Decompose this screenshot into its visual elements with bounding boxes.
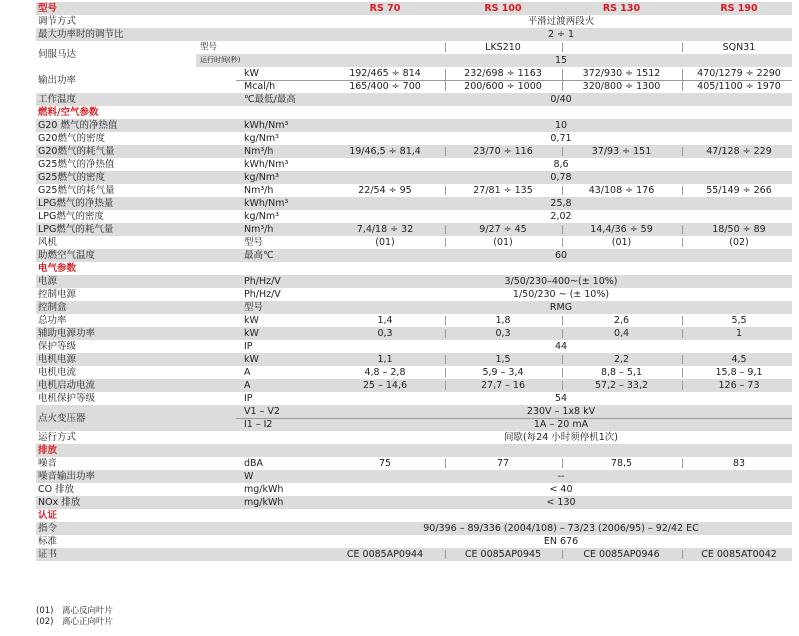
row-unit: kW [244, 328, 259, 339]
table-row [36, 340, 792, 353]
row-label: 电机启动电流 [38, 380, 96, 391]
row-value: 2,2 [613, 354, 630, 365]
row-value: 47/128 ÷ 229 [706, 146, 772, 157]
row-unit: W [244, 471, 254, 482]
row-value: 7,4/18 ÷ 32 [356, 224, 414, 235]
row-label: 最大功率时的调节比 [38, 29, 124, 40]
footnote-text: 离心正向叶片 [62, 617, 114, 627]
row-unit: Ph/Hz/V [244, 276, 281, 287]
row-value: 37/93 ÷ 151 [591, 146, 652, 157]
row-unit: IP [244, 341, 253, 352]
row-label: 助燃空气温度 [38, 250, 96, 261]
row-label: LPG燃气的净热量 [38, 198, 114, 209]
row-value: 18/50 ÷ 89 [712, 224, 766, 235]
row-value: 165/400 ÷ 700 [349, 81, 421, 92]
table-row [36, 236, 792, 249]
row-label: G20燃气的密度 [38, 133, 105, 144]
table-row [36, 288, 792, 301]
row-value: 27/81 ÷ 135 [473, 185, 533, 196]
row-value: 0,78 [550, 172, 572, 183]
row-value: 200/600 ÷ 1000 [464, 81, 542, 92]
table-row [36, 431, 792, 444]
row-value: 230V – 1x8 kV [526, 406, 596, 417]
row-value: 55/149 ÷ 266 [706, 185, 772, 196]
table-row [36, 483, 792, 496]
row-value: 232/698 ÷ 1163 [464, 68, 542, 79]
row-value: 23/70 ÷ 116 [473, 146, 533, 157]
row-unit: mg/kWh [244, 497, 284, 508]
row-unit: kg/Nm³ [244, 211, 279, 222]
row-label: 调节方式 [38, 16, 77, 27]
row-value: 83 [732, 458, 746, 469]
table-row [36, 15, 792, 28]
row-unit: kWh/Nm³ [244, 198, 289, 209]
table-row [36, 158, 792, 171]
row-value: LKS210 [485, 42, 521, 53]
row-value: 1,8 [495, 315, 511, 326]
row-value: 间歇(每24 小时须停机1次) [503, 432, 619, 443]
section-electrical [36, 262, 792, 275]
row-unit: A [244, 380, 251, 391]
row-value: 5,9 – 3,4 [482, 367, 524, 378]
row-unit: Nm³/h [244, 146, 274, 157]
row-value: 0,4 [613, 328, 630, 339]
table-row [36, 327, 792, 340]
row-unit: kg/Nm³ [244, 133, 279, 144]
table-row [36, 379, 792, 392]
row-unit: V1 – V2 [244, 406, 280, 417]
row-label: 运行方式 [38, 432, 77, 443]
row-unit: Mcal/h [244, 81, 276, 92]
row-value: 15 [554, 55, 568, 66]
row-value: 8,8 – 5,1 [600, 367, 642, 378]
row-value: (01) [375, 237, 395, 248]
row-label: 辅助电源功率 [38, 328, 96, 339]
row-label: 风机 [38, 237, 58, 248]
section-emission [36, 444, 792, 457]
table-row [36, 249, 792, 262]
table-row [36, 535, 792, 548]
row-label: 输出功率 [38, 75, 77, 86]
row-label: 电机电源 [38, 354, 77, 365]
table-row [36, 145, 792, 158]
table-row [36, 470, 792, 483]
footnote-text: 离心反向叶片 [62, 606, 114, 616]
row-label: 控制盒 [38, 302, 67, 313]
table-row [36, 366, 792, 379]
table-row-ignition [36, 405, 792, 431]
row-value: 1,1 [377, 354, 393, 365]
model-rs130: RS 130 [602, 3, 641, 14]
footnote-code: (02) [36, 617, 54, 627]
table-row [36, 197, 792, 210]
row-label: 证书 [38, 549, 58, 560]
row-value: 15,8 – 9,1 [715, 367, 763, 378]
row-value: 372/930 ÷ 1512 [582, 68, 661, 79]
row-value: 405/1100 ÷ 1970 [697, 81, 781, 92]
row-unit: kWh/Nm³ [244, 120, 289, 131]
table-row [36, 548, 792, 561]
row-value: 320/800 ÷ 1300 [582, 81, 661, 92]
table-row [36, 275, 792, 288]
row-value: RMG [549, 302, 573, 313]
row-value: 54 [554, 393, 568, 404]
row-value: 2,02 [550, 211, 572, 222]
row-label: 指令 [38, 523, 58, 534]
table-row [36, 314, 792, 327]
cell-separator [682, 43, 683, 52]
row-value: 78,5 [610, 458, 633, 469]
table-row [36, 210, 792, 223]
row-label: CO 排放 [38, 484, 75, 495]
row-value: 75 [378, 458, 392, 469]
footnote [36, 606, 113, 617]
row-unit: mg/kWh [244, 484, 284, 495]
row-value: 0,3 [495, 328, 511, 339]
row-value: 平滑过渡两段火 [527, 16, 595, 27]
row-unit: kW [244, 68, 259, 79]
row-value: 1,5 [495, 354, 511, 365]
row-value: 57,2 – 33,2 [594, 380, 649, 391]
row-label: LPG燃气的密度 [38, 211, 104, 222]
row-label: 噪音 [38, 458, 58, 469]
row-value: (01) [611, 237, 632, 248]
row-value: 1 [735, 328, 743, 339]
row-value: 2,6 [613, 315, 630, 326]
row-label: 控制电源 [38, 289, 77, 300]
row-value: 25,8 [550, 198, 572, 209]
row-value: (01) [493, 237, 513, 248]
row-value: -- [557, 471, 565, 482]
row-value: CE 0085AP0944 [346, 549, 424, 560]
table-row [36, 496, 792, 509]
row-label: 电机电流 [38, 367, 77, 378]
row-unit: 最高℃ [244, 250, 274, 261]
table-row [36, 353, 792, 366]
section-certification [36, 509, 792, 522]
section-title: 燃料/空气参数 [38, 107, 99, 118]
section-fuel [36, 106, 792, 119]
row-unit: kW [244, 354, 259, 365]
row-value: 126 – 73 [718, 380, 760, 391]
row-value: 3/50/230–400~(± 10%) [504, 276, 618, 287]
row-value: 19/46,5 ÷ 81,4 [349, 146, 421, 157]
cell-separator [445, 43, 446, 52]
row-label: G20燃气的耗气量 [38, 146, 115, 157]
row-label: G25燃气的耗气量 [38, 185, 115, 196]
section-title: 排放 [38, 445, 58, 456]
row-unit: Nm³/h [244, 185, 274, 196]
row-value: 9/27 ÷ 45 [479, 224, 527, 235]
row-label: 伺服马达 [38, 49, 77, 60]
row-label: G20 燃气的净热值 [38, 120, 118, 131]
row-value: 44 [554, 341, 568, 352]
table-row [36, 184, 792, 197]
sub-label: 运行时间(秒) [200, 56, 241, 64]
footnotes [36, 606, 113, 628]
row-unit: IP [244, 393, 253, 404]
row-value: 1/50/230 ~ (± 10%) [512, 289, 610, 300]
row-unit: A [244, 367, 251, 378]
row-value: 1,4 [377, 315, 393, 326]
row-label: 噪音输出功率 [38, 471, 96, 482]
table-row [36, 171, 792, 184]
footnote [36, 617, 113, 628]
row-value: 25 – 14,6 [362, 380, 408, 391]
row-unit: kg/Nm³ [244, 172, 279, 183]
row-label: NOx 排放 [38, 497, 81, 508]
row-value: 90/396 – 89/336 (2004/108) – 73/23 (2006/95) – 92/42 EC [423, 523, 699, 534]
table-row [36, 522, 792, 535]
row-label: 总功率 [38, 315, 67, 326]
table-row [36, 392, 792, 405]
row-label: G25燃气的密度 [38, 172, 105, 183]
section-title: 电气参数 [38, 263, 77, 274]
row-value: 0,3 [377, 328, 393, 339]
header-label: 型号 [38, 3, 58, 14]
row-value: 8,6 [553, 159, 569, 170]
row-unit: kWh/Nm³ [244, 159, 289, 170]
row-value: 77 [496, 458, 510, 469]
row-label: 标准 [38, 536, 58, 547]
row-label: 保护等级 [38, 341, 77, 352]
row-value: < 40 [549, 484, 573, 495]
row-unit: I1 – I2 [244, 419, 273, 430]
row-value: CE 0085AT0042 [701, 549, 777, 560]
row-unit: kW [244, 315, 259, 326]
table-row [36, 119, 792, 132]
model-rs190: RS 190 [720, 3, 758, 14]
table-row [36, 93, 792, 106]
table-row [36, 132, 792, 145]
row-value: EN 676 [543, 536, 579, 547]
row-label: LPG燃气的耗气量 [38, 224, 114, 235]
row-value: 192/465 ÷ 814 [349, 68, 421, 79]
model-rs70: RS 70 [369, 3, 401, 14]
row-value: 5,5 [731, 315, 747, 326]
spec-table [36, 2, 792, 561]
row-value: SQN31 [722, 42, 756, 53]
row-value: 4,8 – 2,8 [364, 367, 406, 378]
servo-time-strip [196, 54, 792, 67]
row-value: (02) [729, 237, 749, 248]
row-unit: Nm³/h [244, 224, 274, 235]
row-value: 1A – 20 mA [533, 419, 589, 430]
row-value: 0,71 [550, 133, 572, 144]
row-label: 点火变压器 [38, 413, 86, 424]
row-unit: Ph/Hz/V [244, 289, 281, 300]
row-value: CE 0085AP0946 [583, 549, 660, 560]
row-unit: ℃最低/最高 [244, 94, 296, 105]
sub-label: 型号 [200, 42, 218, 52]
row-value: 0/40 [550, 94, 572, 105]
table-row [36, 28, 792, 41]
table-row [36, 301, 792, 314]
section-title: 认证 [38, 510, 58, 521]
table-row [36, 223, 792, 236]
row-label: 电机保护等级 [38, 393, 96, 404]
header-row [36, 2, 792, 15]
row-label: G25燃气的净热值 [38, 159, 115, 170]
row-value: 27,7 – 16 [480, 380, 526, 391]
table-row-servo [36, 41, 792, 67]
row-value: 10 [554, 120, 568, 131]
table-row [36, 457, 792, 470]
row-value: 470/1279 ÷ 2290 [697, 68, 781, 79]
row-label: 工作温度 [38, 94, 77, 105]
row-label: 电源 [38, 276, 58, 287]
table-row-output [36, 67, 792, 93]
footnote-code: (01) [36, 606, 54, 616]
row-unit: 型号 [244, 302, 264, 313]
cell-separator [562, 43, 563, 52]
row-value: < 130 [546, 497, 576, 508]
row-unit: dBA [244, 458, 264, 469]
row-value: 4,5 [731, 354, 747, 365]
row-unit: 型号 [244, 237, 264, 248]
row-value: CE 0085AP0945 [464, 549, 542, 560]
row-value: 2 ÷ 1 [547, 29, 575, 40]
row-value: 43/108 ÷ 176 [588, 185, 655, 196]
row-value: 22/54 ÷ 95 [358, 185, 412, 196]
row-value: 14,4/36 ÷ 59 [590, 224, 653, 235]
row-value: 60 [554, 250, 568, 261]
model-rs100: RS 100 [484, 3, 522, 14]
